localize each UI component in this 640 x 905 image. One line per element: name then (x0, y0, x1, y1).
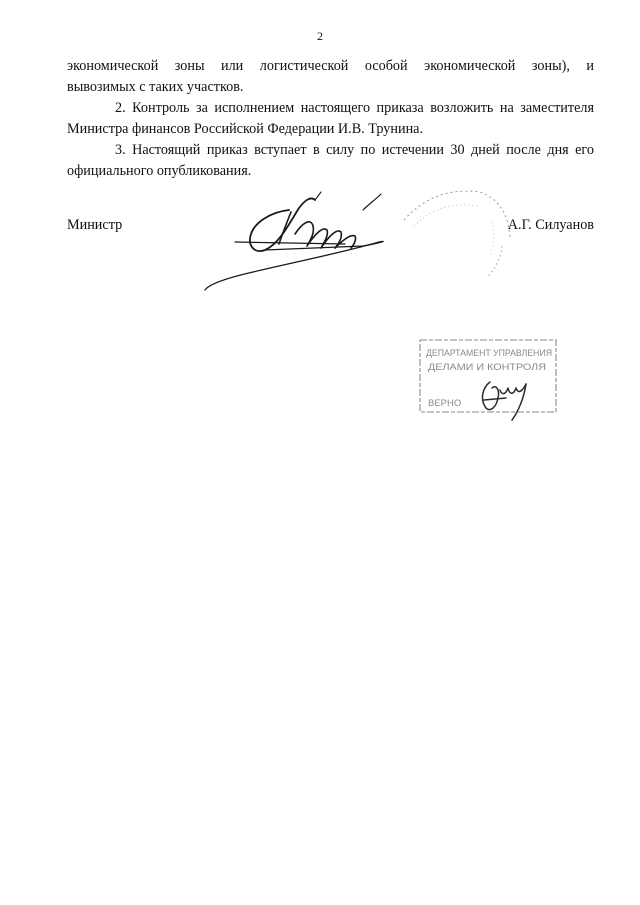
paragraph-1 (67, 56, 594, 98)
paragraph-1-line-2: вывозимых с таких участков. (67, 79, 244, 95)
paragraph-2-line-2: Министра финансов Российской Федерации И.В. Трунина. (67, 121, 424, 137)
signer-title: Министр (67, 217, 123, 233)
paragraph-3-line-1: 3. Настоящий приказ вступает в силу по истечении 30 дней после дня его (115, 142, 594, 158)
paragraph-2 (67, 98, 594, 140)
paragraph-1-line-1: экономической зоны или логистической особой экономической зоны), и (67, 58, 594, 74)
stamp-line-2: ДЕЛАМИ И КОНТРОЛЯ (428, 362, 547, 373)
stamp-line-1: ДЕПАРТАМЕНТ УПРАВЛЕНИЯ (426, 348, 553, 359)
stamp-line-3: ВЕРНО (428, 398, 462, 409)
stamp-frame (414, 336, 586, 426)
stamp-signature (483, 382, 526, 420)
page-number: 2 (317, 29, 323, 43)
minister-signature (195, 186, 435, 301)
certification-stamp (414, 336, 586, 431)
paragraph-3-line-2: официального опубликования. (67, 163, 252, 179)
paragraph-3 (67, 140, 594, 182)
signer-name: А.Г. Силуанов (507, 217, 594, 233)
paragraph-2-line-1: 2. Контроль за исполнением настоящего приказа возложить на заместителя (115, 100, 594, 116)
